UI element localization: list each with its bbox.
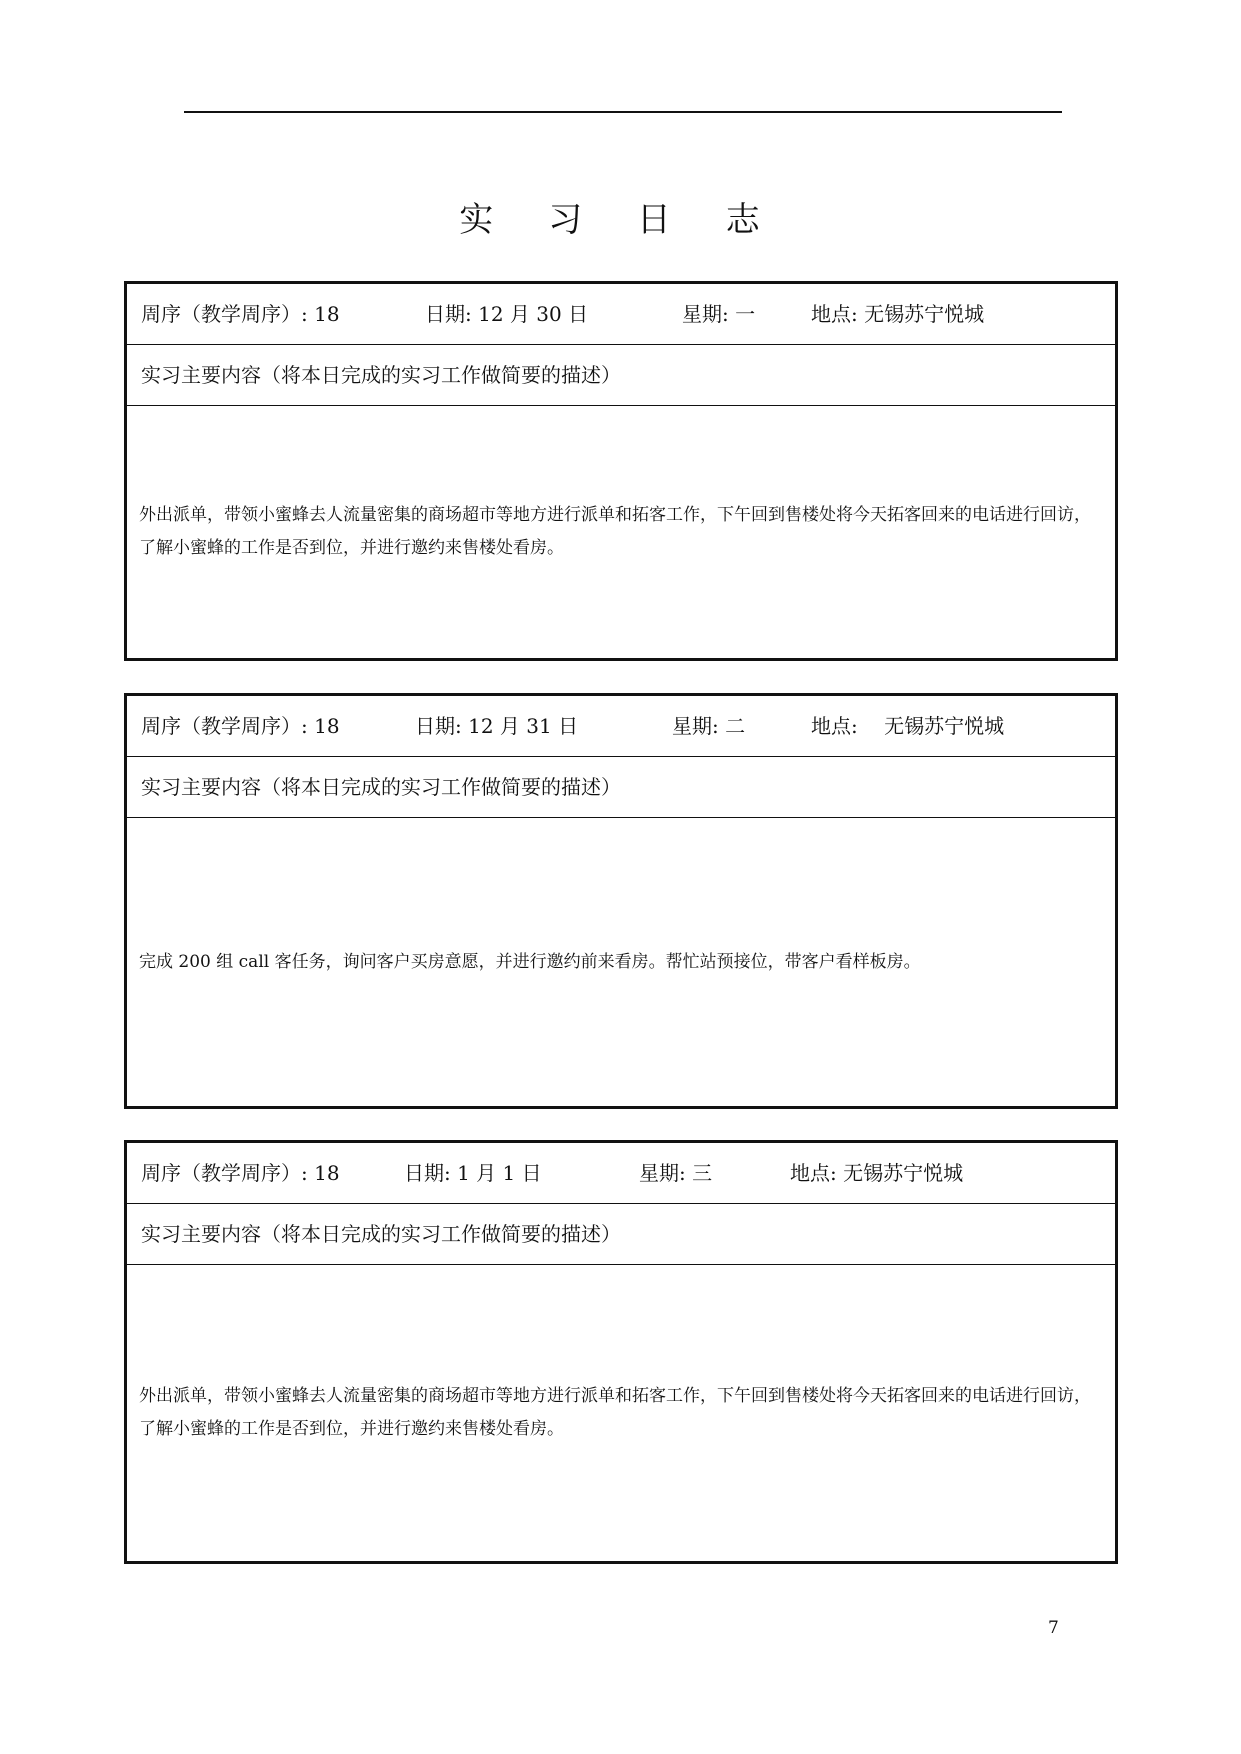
location-field: 地点: 无锡苏宁悦城 [811,302,985,326]
section-label: 实习主要内容（将本日完成的实习工作做简要的描述） [127,1204,1115,1265]
section-label: 实习主要内容（将本日完成的实习工作做简要的描述） [127,345,1115,406]
week-field: 周序（教学周序）: 18 [141,302,340,326]
content-text: 外出派单，带领小蜜蜂去人流量密集的商场超市等地方进行派单和拓客工作，下午回到售楼处将今天拓客回来的电话进行回访，了解小蜜蜂的工作是否到位，并进行邀约来售楼处看房。 [139,505,1091,558]
header-rule [184,111,1062,113]
log-entry [124,693,1118,1109]
location-field: 地点: 无锡苏宁悦城 [811,714,1005,738]
content-text: 完成 200 组 call 客任务，询问客户买房意愿，并进行邀约前来看房。帮忙站预接位，带客户看样板房。 [139,951,921,972]
location-field: 地点: 无锡苏宁悦城 [790,1161,964,1185]
content-text: 外出派单，带领小蜜蜂去人流量密集的商场超市等地方进行派单和拓客工作，下午回到售楼处将今天拓客回来的电话进行回访，了解小蜜蜂的工作是否到位，并进行邀约来售楼处看房。 [139,1386,1091,1439]
weekday-field: 星期: 二 [672,714,746,738]
date-field: 日期: 1 月 1 日 [404,1161,542,1185]
log-entry [124,1140,1118,1564]
entry-header [127,1143,1115,1204]
date-field: 日期: 12 月 31 日 [415,714,579,738]
entry-content [127,1265,1115,1561]
week-field: 周序（教学周序）: 18 [141,1161,340,1185]
weekday-field: 星期: 一 [682,302,756,326]
entry-header [127,284,1115,345]
weekday-field: 星期: 三 [639,1161,713,1185]
entry-content [127,818,1115,1106]
entry-content [127,406,1115,658]
section-label: 实习主要内容（将本日完成的实习工作做简要的描述） [127,757,1115,818]
page-title: 实 习 日 志 [459,200,782,240]
log-entry [124,281,1118,661]
entry-header [127,696,1115,757]
date-field: 日期: 12 月 30 日 [425,302,589,326]
week-field: 周序（教学周序）: 18 [141,714,340,738]
page-number: 7 [1048,1618,1059,1638]
